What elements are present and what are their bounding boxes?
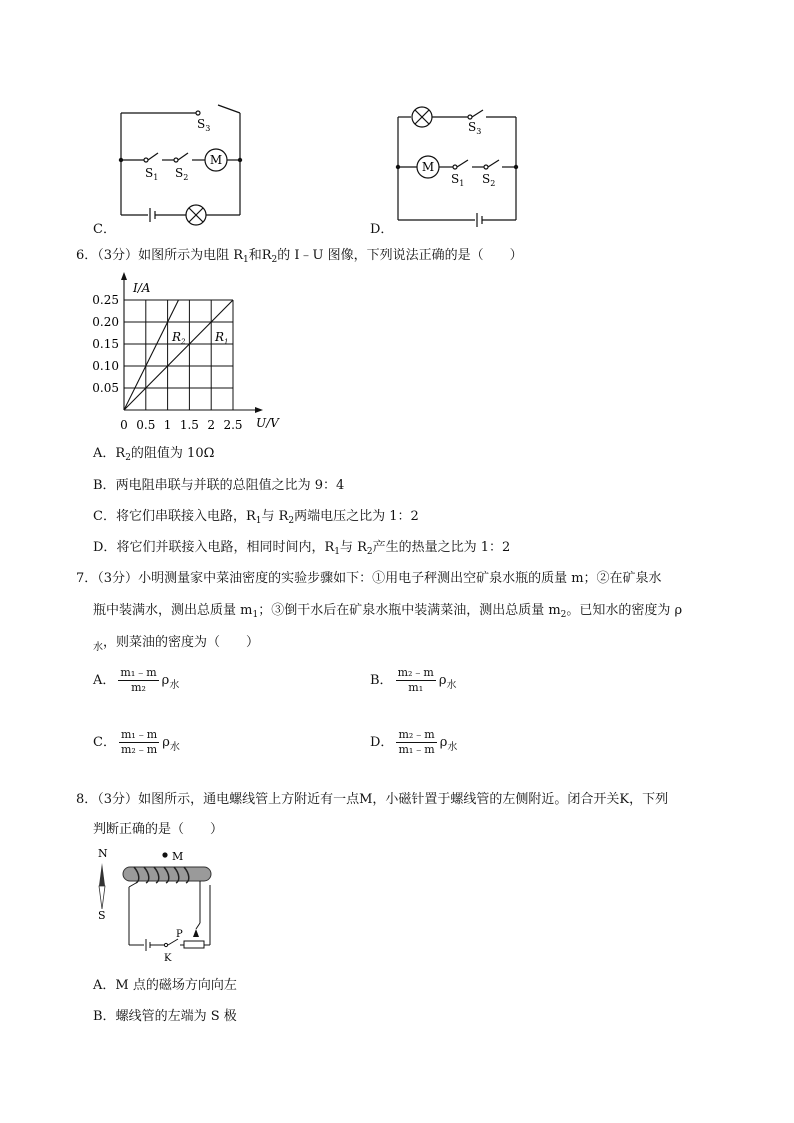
x-tick-label: 2.5 — [223, 418, 243, 432]
fraction: $\frac{\text{m₁﹣m}}{\text{m₂}}$ — [120, 666, 157, 694]
solenoid-figure — [92, 845, 222, 967]
motor-label: M — [421, 160, 435, 174]
q8-option-b[interactable]: B．螺线管的左端为 S 极 — [93, 1009, 237, 1024]
q6-option-c[interactable]: C．将它们串联接入电路，$R_1$与 $R_2$两端电压之比为 1：2 — [93, 509, 419, 526]
y-tick-label: 0.05 — [92, 381, 119, 395]
y-tick-label: 0.10 — [92, 359, 119, 373]
rheostat-slider-arrow — [193, 929, 199, 937]
x-tick-label: 0 — [120, 418, 128, 432]
y-tick-label: 0.15 — [92, 337, 119, 351]
q7-option-a[interactable]: A． $\frac{\text{m₁﹣m}}{\text{m₂}}$ $\rho_水$ — [93, 666, 180, 694]
q8-stem-line1: 8．（3分）如图所示，通电螺线管上方附近有一点M，小磁针置于螺线管的左侧附近。闭合开关K，下列 — [76, 792, 669, 807]
option-c-label: C． — [93, 222, 116, 237]
solenoid-diagram — [92, 845, 222, 967]
series-line-r1 — [124, 300, 233, 410]
q6-option-d[interactable]: D．将它们并联接入电路，相同时间内，$R_1$与 $R_2$产生的热量之比为 1：2 — [93, 540, 511, 557]
y-axis-arrow — [121, 272, 127, 280]
slider-p-label: P — [176, 929, 183, 940]
q7-stem-line2: 瓶中装满水，测出总质量 $m_1$；③倒干水后在矿泉水瓶中装满菜油，测出总质量 $m_2$。已知水的密度为 ρ — [93, 603, 683, 620]
iu-chart-svg — [88, 272, 298, 437]
circuit-d-diagram — [378, 95, 548, 230]
q8-option-a[interactable]: A．M 点的磁场方向向左 — [93, 978, 237, 993]
y-tick-label: 0.25 — [92, 293, 119, 307]
point-m — [162, 852, 167, 857]
north-label: N — [98, 847, 108, 860]
point-m-label: M — [172, 850, 184, 863]
switch-s3-label: $S_3$ — [468, 120, 482, 136]
option-d-label: D． — [370, 222, 394, 237]
fraction: $\frac{\text{m₂﹣m}}{\text{m₁}}$ — [397, 666, 434, 694]
compass-needle-south — [99, 886, 105, 909]
q8-stem-line2: 判断正确的是（ ） — [93, 822, 224, 837]
q7-option-d[interactable]: D． $\frac{\text{m₂﹣m}}{\text{m₁﹣m}}$ $\rho_水$ — [370, 728, 458, 756]
r2-line-label: $R_2$ — [172, 330, 186, 346]
switch-s3-label: $S_3$ — [197, 117, 211, 133]
switch-s2-label: $S_2$ — [482, 172, 496, 188]
q7-option-b[interactable]: B． $\frac{\text{m₂﹣m}}{\text{m₁}}$ $\rho_水$ — [370, 666, 457, 694]
motor-label: M — [209, 153, 223, 167]
x-tick-label: 2 — [207, 418, 216, 432]
q6-stem: 6．（3分）如图所示为电阻 $R_1$和$R_2$的 I﹣U 图像，下列说法正确的是（ ） — [76, 248, 523, 265]
fraction: $\frac{\text{m₁﹣m}}{\text{m₂﹣m}}$ — [120, 728, 158, 756]
series-line-r2 — [124, 300, 179, 410]
south-label: S — [98, 909, 106, 922]
chart-series — [124, 300, 233, 410]
x-tick-label: 1 — [163, 418, 172, 432]
r1-line-label: $R_1$ — [215, 330, 229, 346]
x-tick-label: 0.5 — [136, 418, 156, 432]
x-axis-label: U/V — [256, 416, 279, 430]
switch-s1-label: $S_1$ — [451, 172, 465, 188]
x-axis-arrow — [255, 407, 263, 413]
q6-option-b[interactable]: B．两电阻串联与并联的总阻值之比为 9：4 — [93, 478, 345, 493]
y-tick-label: 0.20 — [92, 315, 119, 329]
compass-needle-north — [99, 863, 105, 886]
circuit-c-diagram — [88, 95, 258, 230]
x-tick-label: 1.5 — [179, 418, 199, 432]
q7-option-c[interactable]: C． $\frac{\text{m₁﹣m}}{\text{m₂﹣m}}$ $\rho_水$ — [93, 728, 180, 756]
switch-s2-label: $S_2$ — [175, 166, 189, 182]
q7-stem-line3: $_水$，则菜油的密度为（ ） — [93, 635, 260, 653]
fraction: $\frac{\text{m₂﹣m}}{\text{m₁﹣m}}$ — [398, 728, 435, 756]
y-axis-label: I/A — [133, 281, 151, 295]
circuit-c-figure — [88, 95, 258, 230]
circuit-d-figure — [378, 95, 548, 230]
q7-stem-line1: 7．（3分）小明测量家中菜油密度的实验步骤如下：①用电子秤测出空矿泉水瓶的质量 m；②在矿泉水 — [76, 571, 662, 586]
switch-s1-label: $S_1$ — [145, 166, 159, 182]
iu-chart — [88, 272, 298, 437]
switch-k-label: K — [164, 953, 172, 964]
q6-option-a[interactable]: A．$R_2$的阻值为 10Ω — [93, 446, 215, 463]
